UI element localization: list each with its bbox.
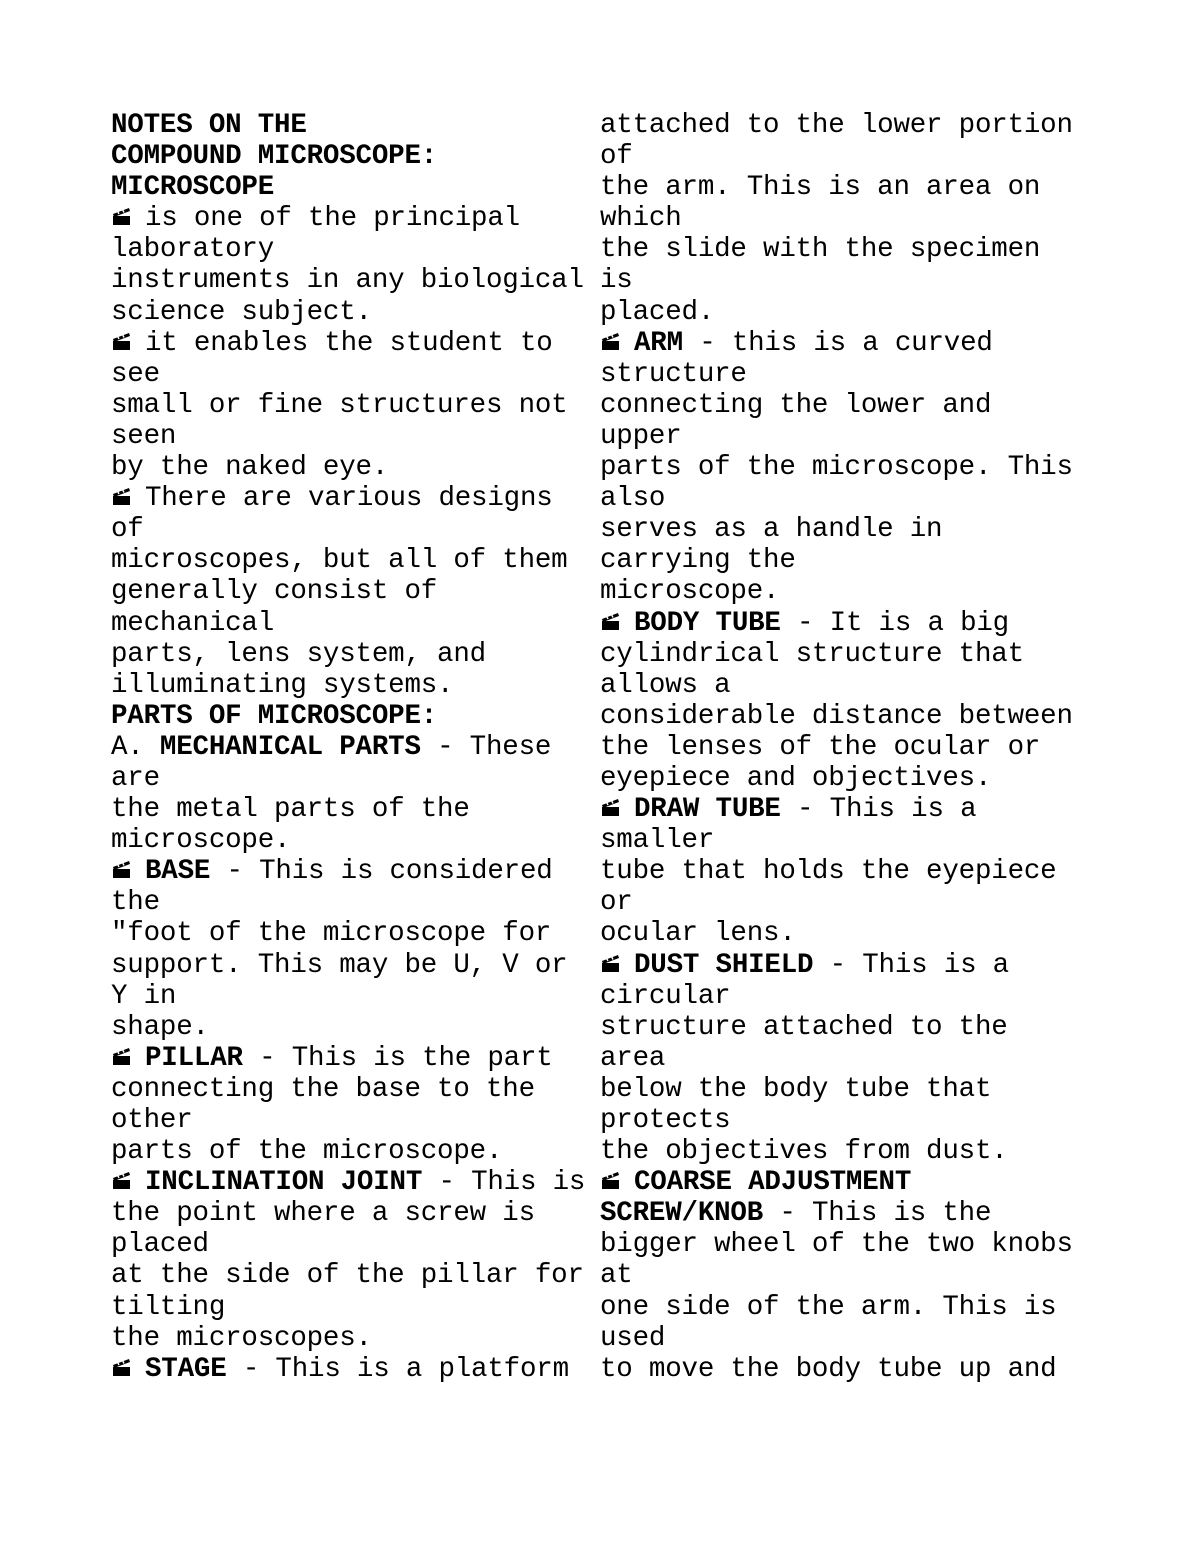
text-line xyxy=(600,390,1160,421)
text-line xyxy=(111,763,599,794)
line-text: There are various designs xyxy=(145,483,553,515)
text-line xyxy=(111,918,599,949)
text-line xyxy=(111,1105,599,1136)
clapperboard-icon xyxy=(600,330,620,351)
text-line xyxy=(600,670,1160,701)
text-line xyxy=(111,794,599,825)
line-text: parts of the microscope. xyxy=(111,1136,503,1168)
line-text: the lenses of the ocular or xyxy=(600,731,1041,763)
text-line xyxy=(111,234,599,265)
line-text: the microscopes. xyxy=(111,1322,372,1354)
line-text: shape. xyxy=(111,1011,209,1043)
clapperboard-icon xyxy=(600,796,620,817)
line-text: the slide with the specimen xyxy=(600,234,1041,266)
text-line xyxy=(111,732,599,763)
clapperboard-icon xyxy=(111,1045,131,1066)
line-text: microscopes, but all of them xyxy=(111,545,568,577)
line-text: "foot of the microscope for xyxy=(111,918,552,950)
bold-term: SCREW/KNOB xyxy=(600,1198,764,1230)
text-line xyxy=(600,234,1160,265)
bold-term: STAGE xyxy=(145,1353,227,1385)
line-text: considerable distance between xyxy=(600,700,1073,732)
text-line xyxy=(600,1260,1160,1291)
line-text: upper xyxy=(600,420,682,452)
text-line xyxy=(600,328,1160,359)
line-text: seen xyxy=(111,420,177,452)
line-text: to move the body tube up and xyxy=(600,1353,1057,1385)
line-text: connecting the lower and xyxy=(600,389,992,421)
line-text: the metal parts of the xyxy=(111,794,470,826)
line-text: - this is a curved xyxy=(682,327,993,359)
line-text: by the naked eye. xyxy=(111,452,389,484)
line-text: - This is the xyxy=(763,1198,992,1230)
text-line xyxy=(111,1323,599,1354)
clapperboard-icon xyxy=(111,1169,131,1190)
text-line xyxy=(111,421,599,452)
text-line xyxy=(111,576,599,607)
text-line xyxy=(600,141,1160,172)
text-line xyxy=(600,545,1160,576)
text-line xyxy=(111,328,599,359)
text-line xyxy=(600,297,1160,328)
text-line xyxy=(600,483,1160,514)
text-line xyxy=(600,887,1160,918)
text-line xyxy=(111,1229,599,1260)
clapperboard-icon xyxy=(111,485,131,506)
text-line xyxy=(600,794,1160,825)
line-text: parts of the microscope. This xyxy=(600,452,1073,484)
bold-term: MICROSCOPE xyxy=(111,172,275,204)
text-line xyxy=(111,670,599,701)
clapperboard-icon xyxy=(600,1169,620,1190)
text-line xyxy=(600,639,1160,670)
line-text: - It is a big xyxy=(780,607,1009,639)
text-line xyxy=(111,950,599,981)
bold-term: COMPOUND MICROSCOPE: xyxy=(111,141,438,173)
clapperboard-icon xyxy=(111,858,131,879)
text-line xyxy=(111,825,599,856)
line-text: bigger wheel of the two knobs xyxy=(600,1229,1073,1261)
text-line xyxy=(111,265,599,296)
text-line xyxy=(600,172,1160,203)
text-line xyxy=(111,514,599,545)
line-text: microscope. xyxy=(111,825,291,857)
text-line xyxy=(600,1136,1160,1167)
bold-term: PARTS OF MICROSCOPE: xyxy=(111,700,438,732)
text-line xyxy=(600,825,1160,856)
text-line xyxy=(111,1012,599,1043)
line-text: other xyxy=(111,1105,193,1136)
text-line xyxy=(600,110,1160,141)
text-line xyxy=(111,608,599,639)
line-text: the point where a screw is xyxy=(111,1198,535,1230)
text-line xyxy=(111,483,599,514)
line-text: generally consist of xyxy=(111,576,438,608)
clapperboard-icon xyxy=(111,1356,131,1377)
line-text: are xyxy=(111,762,160,794)
clapperboard-icon xyxy=(111,205,131,226)
left-column xyxy=(111,110,599,1385)
line-text: - This is the part xyxy=(242,1042,553,1074)
bold-term: BODY TUBE xyxy=(634,607,781,639)
line-text: support. This may be U, V or xyxy=(111,949,568,981)
text-line xyxy=(600,1323,1160,1354)
text-line xyxy=(600,421,1160,452)
line-text: - This is xyxy=(422,1167,586,1199)
text-line xyxy=(600,452,1160,483)
text-line xyxy=(111,1354,599,1385)
text-line xyxy=(600,203,1160,234)
line-text: used xyxy=(600,1322,666,1354)
bold-term: DRAW TUBE xyxy=(634,794,781,826)
text-line xyxy=(111,390,599,421)
text-line xyxy=(600,1043,1160,1074)
line-text: protects xyxy=(600,1105,731,1136)
text-line xyxy=(111,639,599,670)
line-text: science subject. xyxy=(111,296,372,328)
line-text: serves as a handle in xyxy=(600,514,943,546)
line-text: circular xyxy=(600,980,731,1012)
line-text: - This is a xyxy=(780,794,977,826)
bold-term: ARM xyxy=(634,327,683,359)
line-text: is one of the principal xyxy=(145,203,520,235)
line-text: structure attached to the xyxy=(600,1011,1008,1043)
text-line xyxy=(111,1198,599,1229)
text-line xyxy=(111,452,599,483)
text-line xyxy=(111,297,599,328)
text-line xyxy=(111,1043,599,1074)
text-line xyxy=(111,110,599,141)
line-text: instruments in any biological xyxy=(111,265,584,297)
line-text: ocular lens. xyxy=(600,918,796,950)
line-text: one side of the arm. This is xyxy=(600,1291,1057,1323)
text-line xyxy=(600,608,1160,639)
line-text: small or fine structures not xyxy=(111,389,568,421)
line-text: illuminating systems. xyxy=(111,669,454,701)
right-column xyxy=(600,110,1160,1385)
line-prefix: A. xyxy=(111,731,160,763)
line-text: structure xyxy=(600,358,747,390)
text-line xyxy=(111,1074,599,1105)
text-line xyxy=(600,918,1160,949)
text-line xyxy=(111,141,599,172)
text-line xyxy=(600,732,1160,763)
line-text: - These xyxy=(420,731,552,763)
line-text: the arm. This is an area on xyxy=(600,172,1041,204)
bold-term: BASE xyxy=(145,856,211,888)
line-text: placed xyxy=(111,1229,209,1261)
text-line xyxy=(111,172,599,203)
line-text: of xyxy=(111,514,144,546)
line-text: allows a xyxy=(600,669,731,701)
text-line xyxy=(600,1074,1160,1105)
line-text: Y in xyxy=(111,980,177,1012)
line-text: the objectives from dust. xyxy=(600,1136,1008,1168)
text-line xyxy=(111,1167,599,1198)
line-text: attached to the lower portion xyxy=(600,110,1073,141)
text-line xyxy=(600,1105,1160,1136)
text-line xyxy=(600,701,1160,732)
line-text: - This is a platform xyxy=(226,1353,569,1385)
line-text: it enables the student to xyxy=(145,327,553,359)
line-text: parts, lens system, and xyxy=(111,638,486,670)
text-line xyxy=(600,763,1160,794)
line-text: microscope. xyxy=(600,576,780,608)
bold-term: MECHANICAL PARTS xyxy=(159,731,421,763)
text-line xyxy=(600,981,1160,1012)
bold-term: PILLAR xyxy=(145,1042,243,1074)
line-text: carrying the xyxy=(600,545,796,577)
text-line xyxy=(111,856,599,887)
text-line xyxy=(600,1167,1160,1198)
bold-term: DUST SHIELD xyxy=(634,949,814,981)
line-text: at xyxy=(600,1260,633,1292)
clapperboard-icon xyxy=(111,330,131,351)
bold-term: COARSE ADJUSTMENT xyxy=(634,1167,912,1199)
line-text: - This is considered xyxy=(210,856,553,888)
text-line xyxy=(111,981,599,1012)
line-text: placed. xyxy=(600,296,715,328)
text-line xyxy=(600,1198,1160,1229)
text-line xyxy=(111,545,599,576)
line-text: at the side of the pillar for xyxy=(111,1260,584,1292)
text-line xyxy=(600,576,1160,607)
text-line xyxy=(111,1292,599,1323)
clapperboard-icon xyxy=(600,610,620,631)
clapperboard-icon xyxy=(600,952,620,973)
bold-term: NOTES ON THE xyxy=(111,110,307,141)
text-line xyxy=(600,265,1160,296)
text-line xyxy=(111,1136,599,1167)
line-text: - This is a xyxy=(813,949,1009,981)
text-line xyxy=(600,1292,1160,1323)
line-text: also xyxy=(600,483,666,515)
line-text: area xyxy=(600,1042,666,1074)
line-text: mechanical xyxy=(111,607,275,639)
text-line xyxy=(600,1229,1160,1260)
line-text: below the body tube that xyxy=(600,1073,992,1105)
text-line xyxy=(600,1012,1160,1043)
text-line xyxy=(111,203,599,234)
line-text: of xyxy=(600,141,633,173)
line-text: tilting xyxy=(111,1291,226,1323)
line-text: or xyxy=(600,887,633,919)
line-text: connecting the base to the xyxy=(111,1073,535,1105)
line-text: tube that holds the eyepiece xyxy=(600,856,1057,888)
line-text: is xyxy=(600,265,633,297)
line-text: eyepiece and objectives. xyxy=(600,762,992,794)
bold-term: INCLINATION JOINT xyxy=(145,1167,423,1199)
line-text: laboratory xyxy=(111,234,275,266)
text-line xyxy=(111,1260,599,1291)
line-text: the xyxy=(111,887,160,919)
text-line xyxy=(600,950,1160,981)
line-text: cylindrical structure that xyxy=(600,638,1024,670)
line-text: smaller xyxy=(600,825,715,857)
text-line xyxy=(111,701,599,732)
text-line xyxy=(600,514,1160,545)
text-line xyxy=(600,856,1160,887)
line-text: see xyxy=(111,358,160,390)
text-line xyxy=(111,359,599,390)
text-line xyxy=(600,1354,1160,1385)
line-text: which xyxy=(600,203,682,235)
text-line xyxy=(600,359,1160,390)
text-line xyxy=(111,887,599,918)
